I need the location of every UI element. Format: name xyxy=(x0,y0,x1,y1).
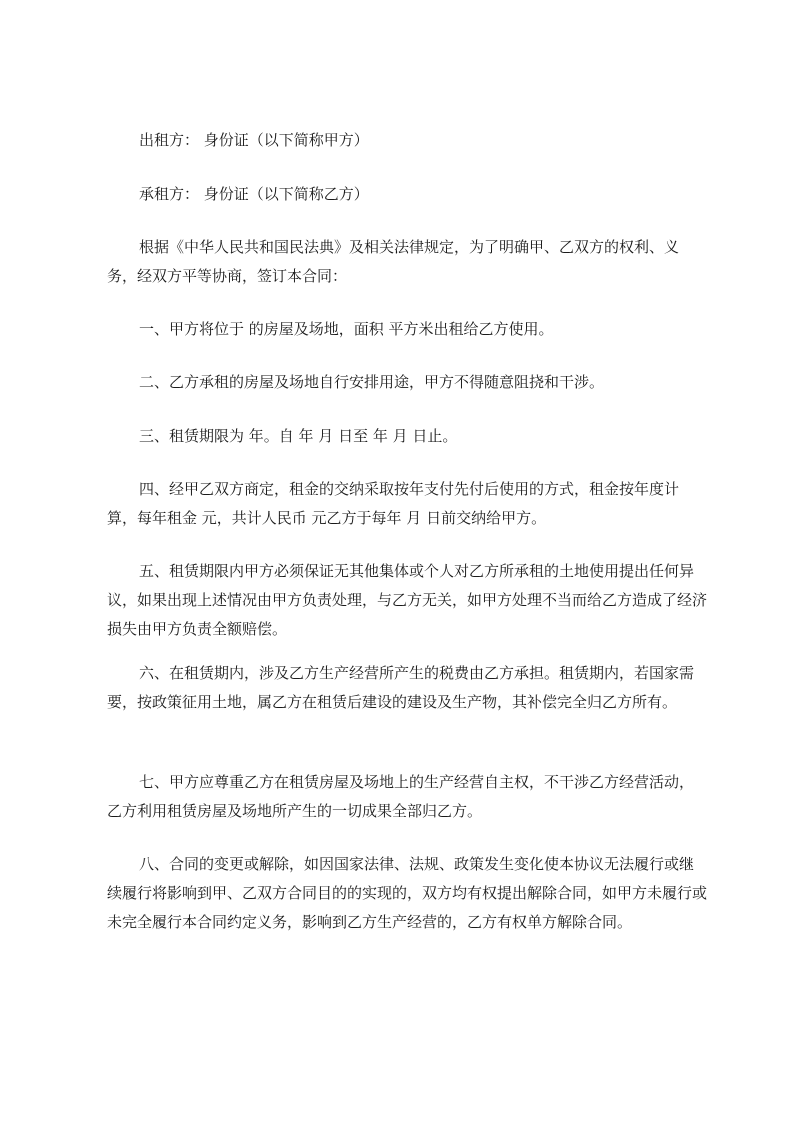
lessee-line: 承租方： 身份证（以下简称乙方） xyxy=(139,185,369,203)
lessor-line: 出租方： 身份证（以下简称甲方） xyxy=(139,131,369,149)
clause-4: 四、经甲乙双方商定，租金的交纳采取按年支付先付后使用的方式，租金按年度计算，每年租金 元，共计人民币 元乙方于每年 月 日前交纳给甲方。 xyxy=(107,480,680,527)
preamble-paragraph: 根据《中华人民共和国民法典》及相关法律规定，为了明确甲、乙双方的权利、义务，经双方平等协商，签订本合同： xyxy=(107,238,680,285)
clause-1: 一、甲方将位于 的房屋及场地，面积 平方米出租给乙方使用。 xyxy=(139,320,554,338)
clause-5: 五、租赁期限内甲方必须保证无其他集体或个人对乙方所承租的土地使用提出任何异议，如果出现上述情况由甲方负责处理，与乙方无关，如甲方处理不当而给乙方造成了经济损失由甲方负责全额赔偿。 xyxy=(107,562,708,638)
clause-8: 八、合同的变更或解除，如因国家法律、法规、政策发生变化使本协议无法履行或继续履行将影响到甲、乙双方合同目的的实现的，双方均有权提出解除合同，如甲方未履行或未完全履行本合同约定义务，影响到乙方生产经营的，乙方有权单方解除合同。 xyxy=(107,855,708,931)
clause-3: 三、租赁期限为 年。自 年 月 日至 年 月 日止。 xyxy=(139,427,458,445)
clause-2: 二、乙方承租的房屋及场地自行安排用途，甲方不得随意阻挠和干涉。 xyxy=(139,373,605,391)
clause-6: 六、在租赁期内，涉及乙方生产经营所产生的税费由乙方承担。租赁期内，若国家需要，按政策征用土地，属乙方在租赁后建设的建设及生产物，其补偿完全归乙方所有。 xyxy=(107,664,695,711)
clause-7: 七、甲方应尊重乙方在租赁房屋及场地上的生产经营自主权，不干涉乙方经营活动，乙方利用租赁房屋及场地所产生的一切成果全部归乙方。 xyxy=(107,773,695,820)
